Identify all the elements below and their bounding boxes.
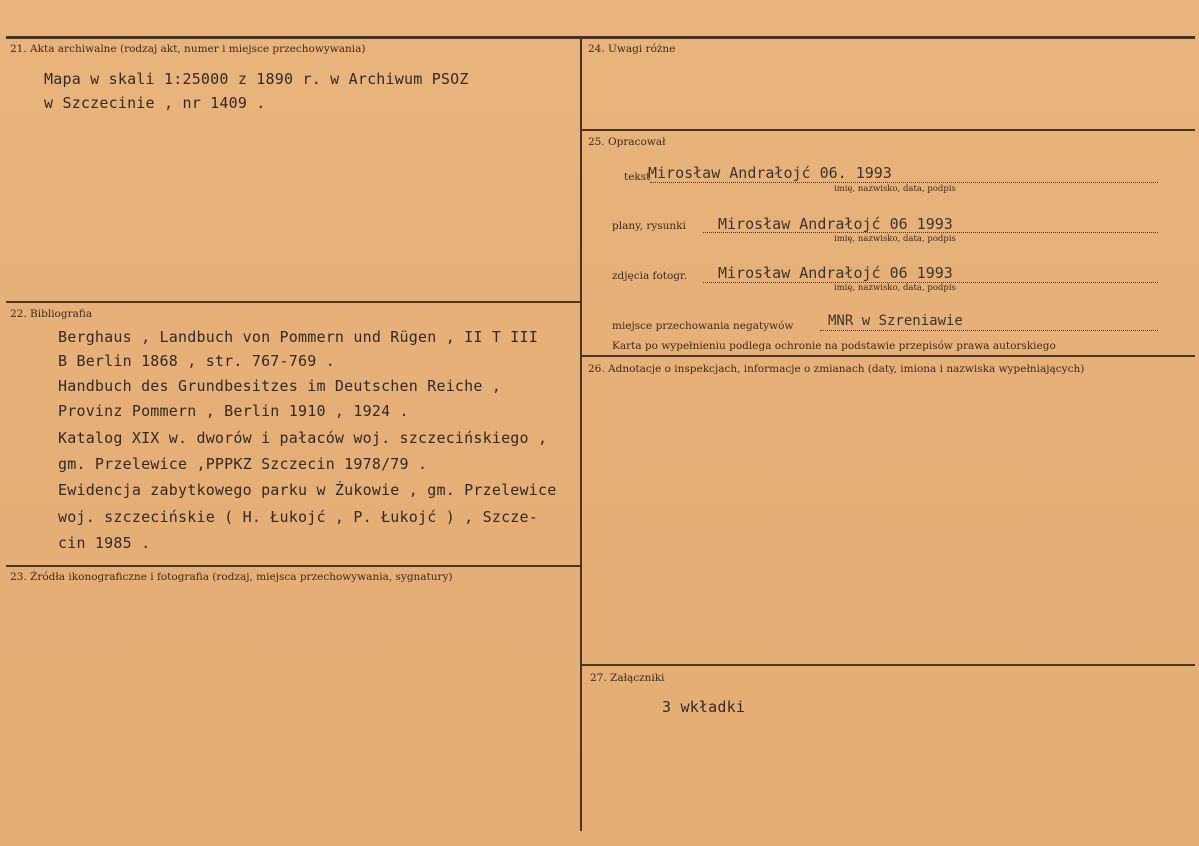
bibliography-line-1: Berghaus , Landbuch von Pommern und Rügen , II T III <box>58 328 538 346</box>
zdjecia-caption: imię, nazwisko, data, podpis <box>834 283 956 293</box>
bibliography-line-2: B Berlin 1868 , str. 767-769 . <box>58 352 335 370</box>
section-21-line-2: w Szczecinie , nr 1409 . <box>44 94 266 112</box>
tekst-signature: Mirosław Andrałojć 06. 1993 <box>648 164 892 182</box>
bibliography-line-5: Katalog XIX w. dworów i pałaców woj. szczecińskiego , <box>58 429 548 447</box>
section-22-label: 22. Bibliografia <box>10 308 93 320</box>
tekst-label: tekst <box>624 171 651 183</box>
plany-signature: Mirosław Andrałojć 06 1993 <box>718 215 953 233</box>
copyright-note: Karta po wypełnieniu podlega ochronie na podstawie przepisów prawa autorskiego <box>612 340 1056 352</box>
plany-caption: imię, nazwisko, data, podpis <box>834 234 956 244</box>
divider-26-27 <box>582 664 1195 666</box>
top-border <box>6 36 1195 39</box>
bibliography-line-6: gm. Przelewice ,PPPKZ Szczecin 1978/79 . <box>58 455 428 473</box>
divider-22-23 <box>6 565 580 567</box>
divider-24-25 <box>582 129 1195 131</box>
section-21-label: 21. Akta archiwalne (rodzaj akt, numer i miejsce przechowywania) <box>10 43 366 55</box>
section-21-line-1: Mapa w skali 1:25000 z 1890 r. w Archiwum PSOZ <box>44 70 469 88</box>
bibliography-line-9: cin 1985 . <box>58 534 151 552</box>
section-27-label: 27. Załączniki <box>590 672 665 684</box>
section-25-label: 25. Opracował <box>588 136 666 148</box>
negatywy-dotted-line <box>820 330 1158 331</box>
negatywy-label: miejsce przechowania negatywów <box>612 320 794 332</box>
tekst-dotted-line <box>650 182 1158 183</box>
negatywy-signature: MNR w Szreniawie <box>828 313 963 329</box>
section-24-label: 24. Uwagi różne <box>588 43 676 55</box>
column-divider <box>580 36 582 831</box>
section-23-label: 23. Źródła ikonograficzne i fotografia (rodzaj, miejsca przechowywania, sygnatury) <box>10 571 453 583</box>
attachments-value: 3 wkładki <box>662 698 746 716</box>
divider-25-26 <box>582 355 1195 357</box>
bibliography-line-4: Provinz Pommern , Berlin 1910 , 1924 . <box>58 402 409 420</box>
tekst-caption: imię, nazwisko, data, podpis <box>834 184 956 194</box>
zdjecia-label: zdjęcia fotogr. <box>612 270 688 282</box>
bibliography-line-3: Handbuch des Grundbesitzes im Deutschen Reiche , <box>58 377 502 395</box>
divider-21-22 <box>6 301 580 303</box>
bibliography-line-8: woj. szczecińskie ( H. Łukojć , P. Łukojć ) , Szcze- <box>58 508 538 526</box>
section-26-label: 26. Adnotacje o inspekcjach, informacje o zmianach (daty, imiona i nazwiska wypełniających) <box>588 363 1085 375</box>
bibliography-line-7: Ewidencja zabytkowego parku w Żukowie , gm. Przelewice <box>58 481 557 499</box>
zdjecia-signature: Mirosław Andrałojć 06 1993 <box>718 264 953 282</box>
plany-label: plany, rysunki <box>612 220 686 232</box>
